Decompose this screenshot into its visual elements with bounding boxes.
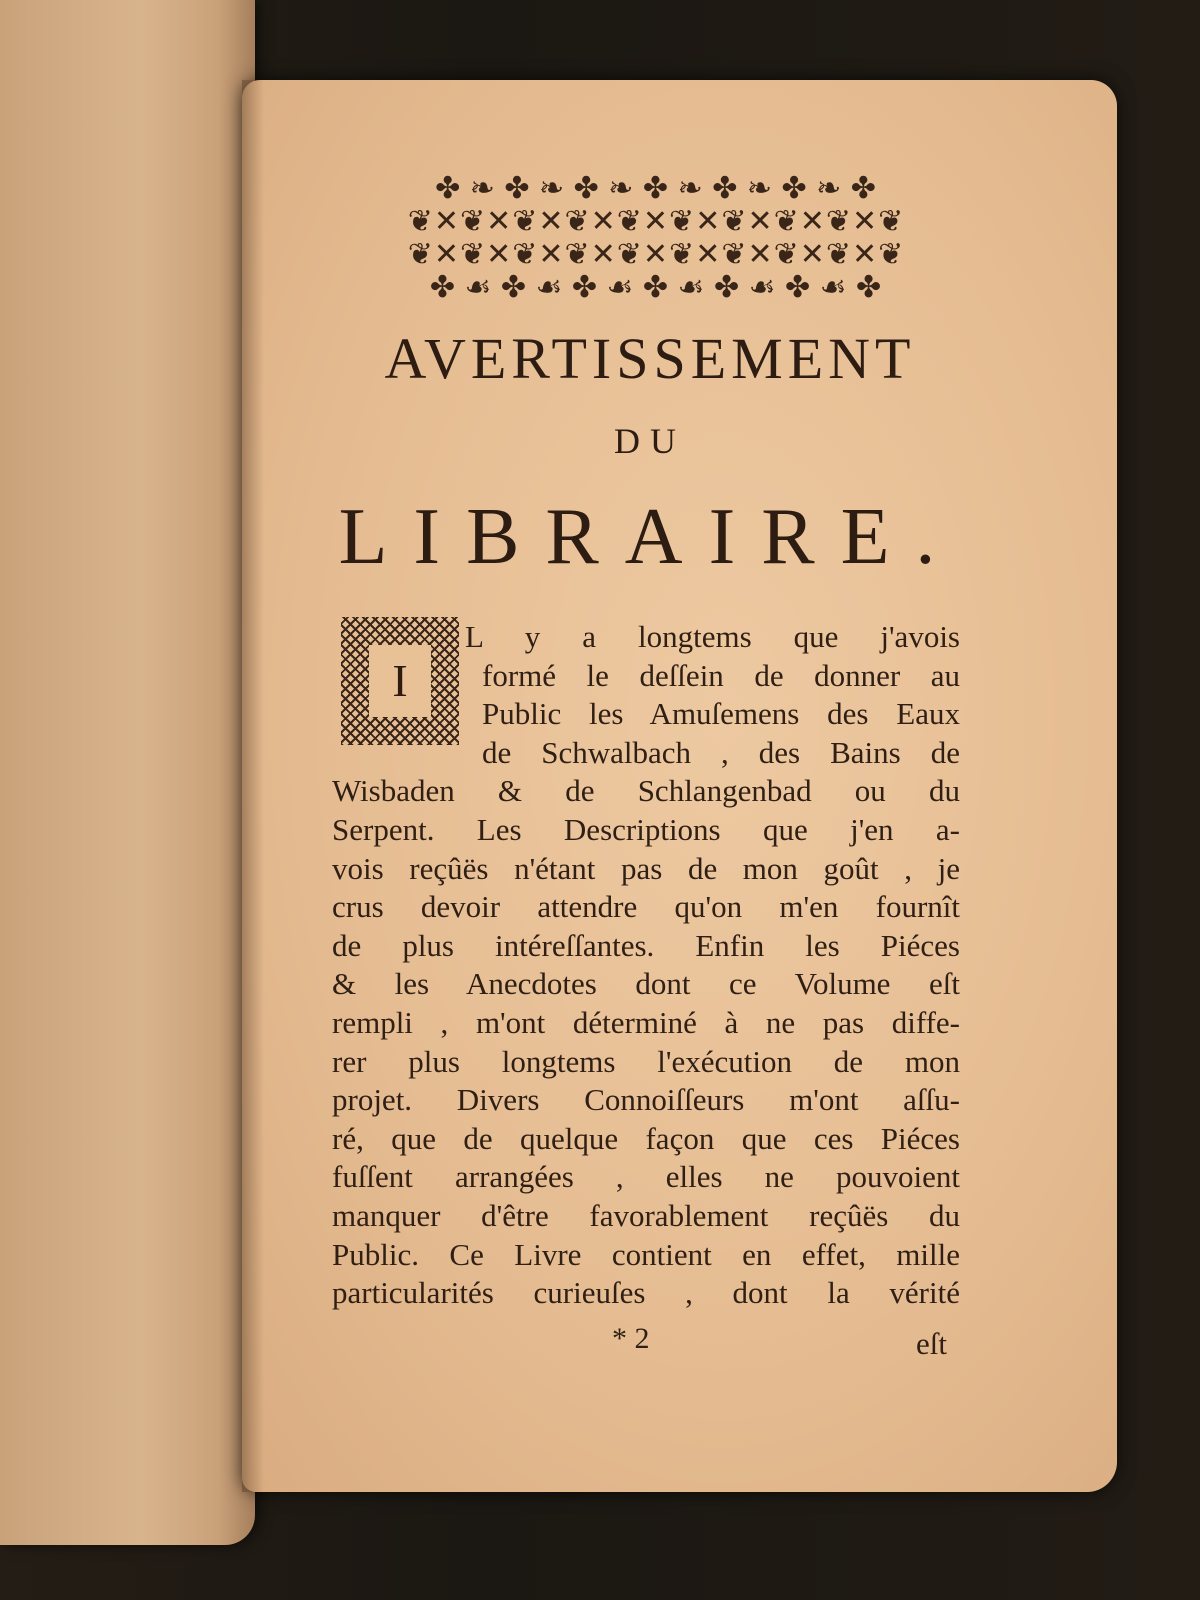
drop-cap-letter: I xyxy=(369,645,431,717)
text-line: Serpent. Les Descriptions que j'en a- xyxy=(332,812,960,847)
text-line: Wisbaden & de Schlangenbad ou du xyxy=(332,773,960,809)
signature-mark: * 2 xyxy=(612,1322,650,1355)
text-line: formé le deſſein de donner au xyxy=(482,657,960,693)
ornament-row: ❦✕❦✕❦✕❦✕❦✕❦✕❦✕❦✕❦✕❦ xyxy=(407,238,905,271)
text-line: vois reçûës n'étant pas de mon goût , je xyxy=(332,850,960,886)
text-line: Public. Ce Livre contient en effet, mille xyxy=(332,1236,960,1272)
page-gutter-shadow xyxy=(242,80,264,1492)
text-line: crus devoir attendre qu'on m'en fournît xyxy=(332,889,960,925)
text-line: de plus intéreſſantes. Enfin les Piéces xyxy=(332,927,960,963)
headpiece-ornament xyxy=(350,172,962,304)
title-du: DU xyxy=(614,421,686,461)
catchword: eſt xyxy=(916,1326,947,1361)
decorated-drop-cap xyxy=(341,617,459,745)
text-line: particularités curieuſes , dont la vérité xyxy=(332,1275,960,1311)
text-line: Public les Amuſemens des Eaux xyxy=(482,696,960,732)
text-line: ré, que de quelque façon que ces Piéces xyxy=(332,1120,960,1156)
text-line: rer plus longtems l'exécution de mon xyxy=(332,1043,960,1079)
ornament-row: ✤ ❧ ✤ ❧ ✤ ❧ ✤ ❧ ✤ ❧ ✤ ❧ ✤ xyxy=(435,172,877,205)
text-line: manquer d'être favorablement reçûës du xyxy=(332,1198,960,1233)
ornament-row: ✤ ☙ ✤ ☙ ✤ ☙ ✤ ☙ ✤ ☙ ✤ ☙ ✤ xyxy=(429,271,883,304)
text-line: fuſſent arrangées , elles ne pouvoient xyxy=(332,1159,960,1195)
text-line: de Schwalbach , des Bains de xyxy=(482,734,960,770)
text-line: L y a longtems que j'avois xyxy=(465,619,960,654)
title-libraire: LIBRAIRE. xyxy=(338,493,962,581)
left-page xyxy=(0,0,255,1545)
text-line: projet. Divers Connoiſſeurs m'ont aſſu- xyxy=(332,1082,960,1118)
text-line: & les Anecdotes dont ce Volume eſt xyxy=(332,966,960,1002)
text-line: rempli , m'ont déterminé à ne pas diffe- xyxy=(332,1005,960,1040)
ornament-row: ❦✕❦✕❦✕❦✕❦✕❦✕❦✕❦✕❦✕❦ xyxy=(407,205,905,238)
title-avertissement: AVERTISSEMENT xyxy=(384,326,916,391)
